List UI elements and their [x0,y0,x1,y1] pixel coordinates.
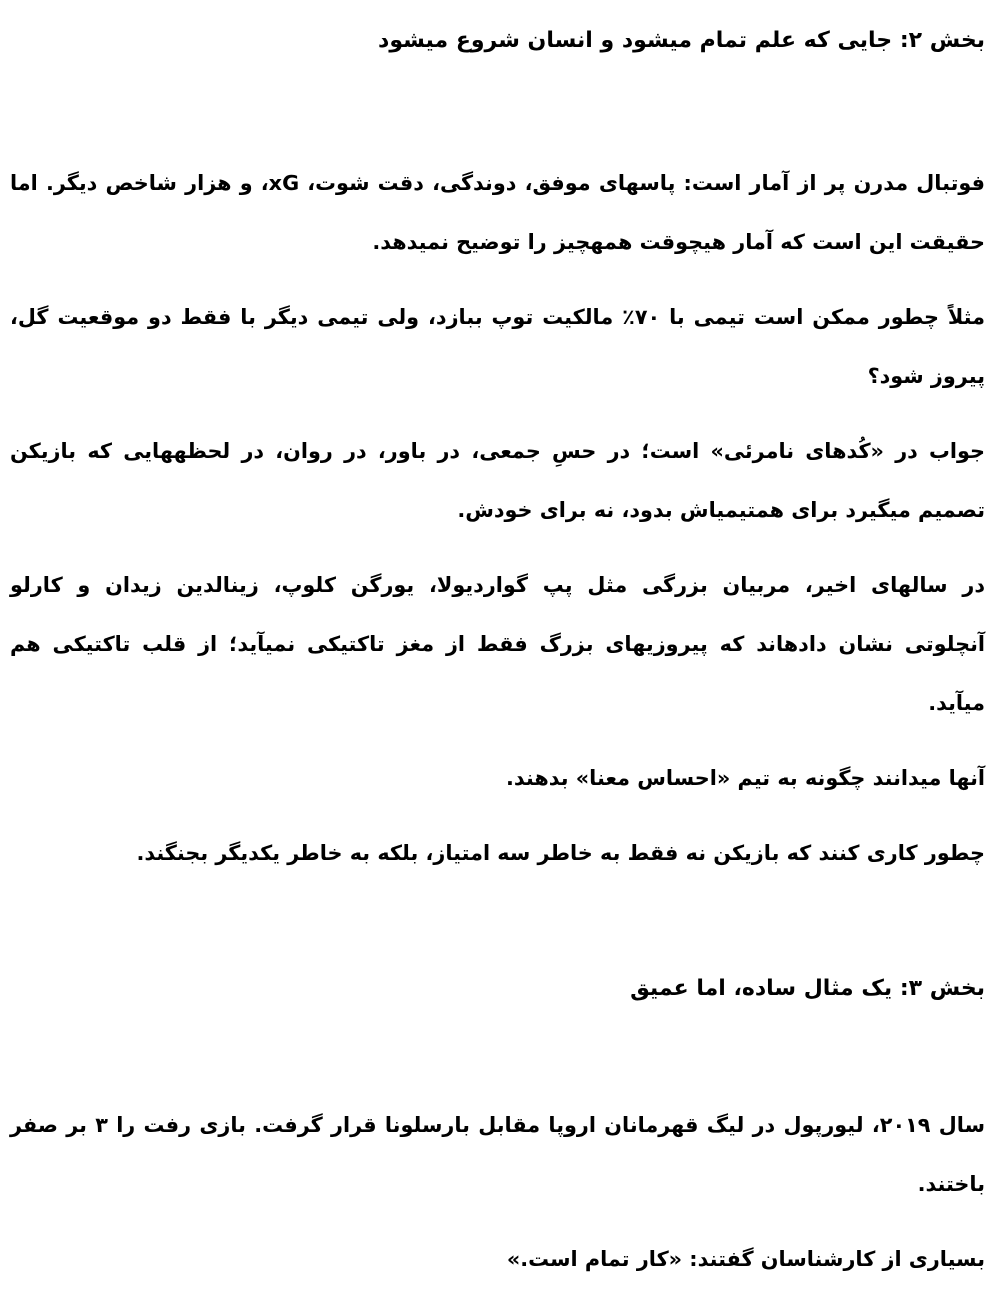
paragraph-line: سال ۲۰۱۹، لیورپول در لیگ قهرمانان اروپا مقابل بارسلونا قرار گرفت. بازی رفت را ۳ بر صفر [10,1113,985,1137]
section-2 [10,11,985,883]
paragraph [10,154,985,272]
paragraph [10,556,985,733]
paragraph-line: آنها میدانند چگونه به تیم «احساس معنا» بدهند. [505,766,985,790]
heading-text: بخش ۲: جایی که علم تمام میشود و انسان شروع میشود [378,28,985,53]
heading-text: بخش ۳: یک مثال ساده، اما عمیق [630,976,985,1001]
paragraph-line: فوتبال مدرن پر از آمار است: پاسهای موفق، دوندگی، دقت شوت، xG، و هزار شاخص دیگر. اما [10,171,985,195]
section-heading [10,11,985,70]
paragraph-line: باختند. [917,1172,985,1196]
paragraph [10,1096,985,1214]
paragraph-line: تصمیم میگیرد برای همتیمیاش بدود، نه برای خودش. [457,498,985,522]
paragraph-line: میآید. [928,691,985,715]
paragraph-line: آنچلوتی نشان دادهاند که پیروزیهای بزرگ فقط از مغز تاکتیکی نمیآید؛ از قلب تاکتیکی هم [10,632,985,656]
paragraph [10,824,985,883]
paragraph-line: پیروز شود؟ [867,364,985,388]
section-3 [10,959,985,1289]
paragraph [10,749,985,808]
paragraph [10,422,985,540]
paragraph-line: بسیاری از کارشناسان گفتند: «کار تمام است.» [506,1247,985,1271]
paragraph-line: چطور کاری کنند که بازیکن نه فقط به خاطر سه امتیاز، بلکه به خاطر یکدیگر بجنگند. [136,841,985,865]
paragraph-line: مثلاً چطور ممکن است تیمی با ۷۰٪ مالکیت توپ ببازد، ولی تیمی دیگر با فقط دو موقعیت گل، [10,305,985,329]
section-heading [10,959,985,1018]
paragraph-line: حقیقت این است که آمار هیچوقت همهچیز را توضیح نمیدهد. [372,230,985,254]
paragraph [10,288,985,406]
paragraph-line: جواب در «کُدهای نامرئی» است؛ در حسِ جمعی، در باور، در روان، در لحظههایی که بازیکن [10,439,985,463]
paragraph [10,1230,985,1289]
paragraph-line: در سالهای اخیر، مربیان بزرگی مثل پپ گواردیولا، یورگن کلوپ، زینالدین زیدان و کارلو [10,573,985,597]
